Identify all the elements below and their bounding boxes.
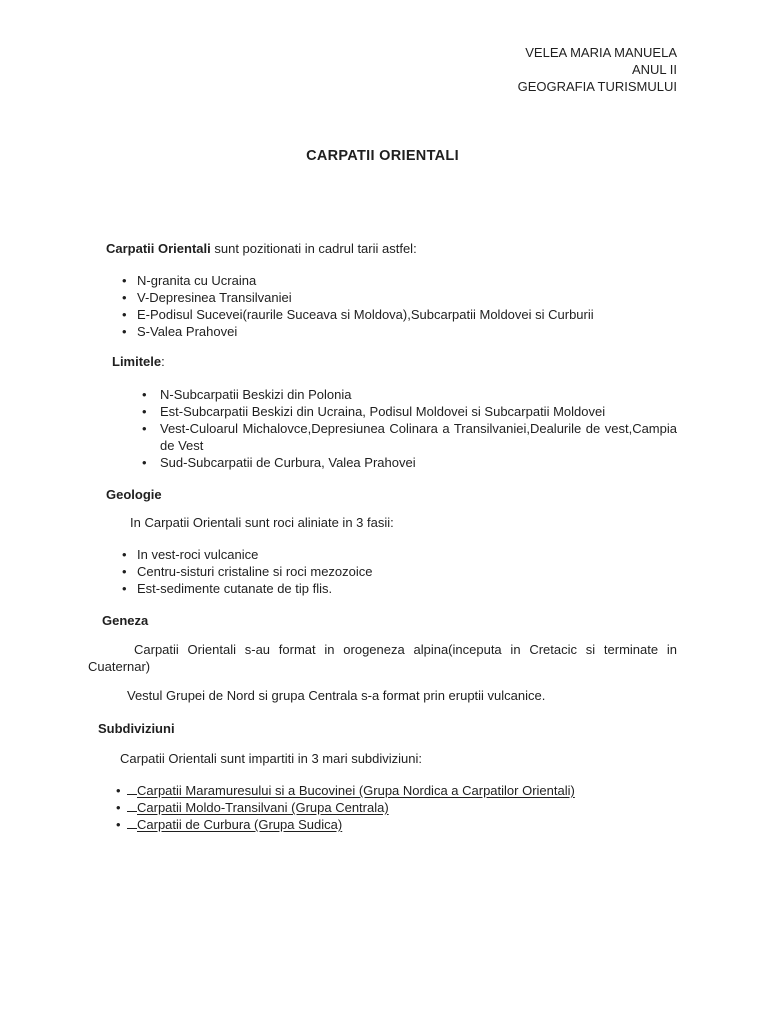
header-author: VELEA MARIA MANUELA [525, 45, 677, 60]
underlined-text: Carpatii Maramuresului si a Bucovinei (Grupa Nordica a Carpatilor Orientali) [137, 783, 575, 798]
genesis-heading [88, 612, 677, 629]
geology-heading [88, 486, 677, 503]
list-item [127, 782, 677, 799]
limits-heading [88, 353, 677, 370]
underline-tab [127, 828, 137, 829]
underline-tab [127, 794, 137, 795]
header-course: GEOGRAFIA TURISMULUI [517, 79, 677, 94]
list-item [127, 799, 677, 816]
list-item: • Vest-Culoarul Michalovce,Depresiunea Colinara a Transilvaniei,Dealurile de vest,Campia de Vest [160, 420, 677, 454]
intro-paragraph [88, 240, 677, 257]
limits-heading-colon: : [161, 354, 165, 369]
list-item: • Est-Subcarpatii Beskizi din Ucraina, Podisul Moldovei si Subcarpatii Moldovei [160, 403, 677, 420]
underlined-text: Carpatii de Curbura (Grupa Sudica) [137, 817, 343, 832]
header-year: ANUL II [631, 62, 677, 77]
list-item: • In vest-roci vulcanice [137, 546, 677, 563]
intro-lead-bold: Carpatii Orientali [106, 241, 211, 256]
geology-list [88, 546, 677, 597]
page-title: CARPATII ORIENTALI [306, 148, 459, 164]
list-item: • E-Podisul Sucevei(raurile Suceava si Moldova),Subcarpatii Moldovei si Curburii [137, 306, 677, 323]
genesis-heading-bold: Geneza [102, 613, 149, 628]
intro-lead-rest: sunt pozitionati in cadrul tarii astfel: [210, 241, 417, 256]
geology-paragraph: In Carpatii Orientali sunt roci aliniate in 3 fasii: [130, 515, 394, 530]
underlined-text: Carpatii Moldo-Transilvani (Grupa Centrala) [137, 800, 389, 815]
subdivisions-list [88, 782, 677, 833]
list-item: • N-Subcarpatii Beskizi din Polonia [160, 386, 677, 403]
subdivisions-heading [88, 720, 677, 737]
subdivisions-paragraph: Carpatii Orientali sunt impartiti in 3 mari subdiviziuni: [120, 751, 423, 766]
list-item: • S-Valea Prahovei [137, 323, 677, 340]
limits-heading-bold: Limitele [112, 354, 162, 369]
list-item [127, 816, 677, 833]
document-header [88, 44, 677, 95]
list-item: • Est-sedimente cutanate de tip flis. [137, 580, 677, 597]
genesis-paragraph-1: Carpatii Orientali s-au format in orogeneza alpina(inceputa in Cretacic si terminate in Cuaternar) [88, 642, 677, 674]
list-item: • Centru-sisturi cristaline si roci mezozoice [137, 563, 677, 580]
subdivisions-heading-bold: Subdiviziuni [98, 721, 175, 736]
genesis-paragraph-2: Vestul Grupei de Nord si grupa Centrala s-a format prin eruptii vulcanice. [127, 688, 546, 703]
geology-heading-bold: Geologie [106, 487, 162, 502]
underline-tab [127, 811, 137, 812]
limits-list [88, 386, 677, 471]
list-item: • V-Depresinea Transilvaniei [137, 289, 677, 306]
intro-list [88, 272, 677, 340]
list-item: • Sud-Subcarpatii de Curbura, Valea Prahovei [160, 454, 677, 471]
list-item: • N-granita cu Ucraina [137, 272, 677, 289]
